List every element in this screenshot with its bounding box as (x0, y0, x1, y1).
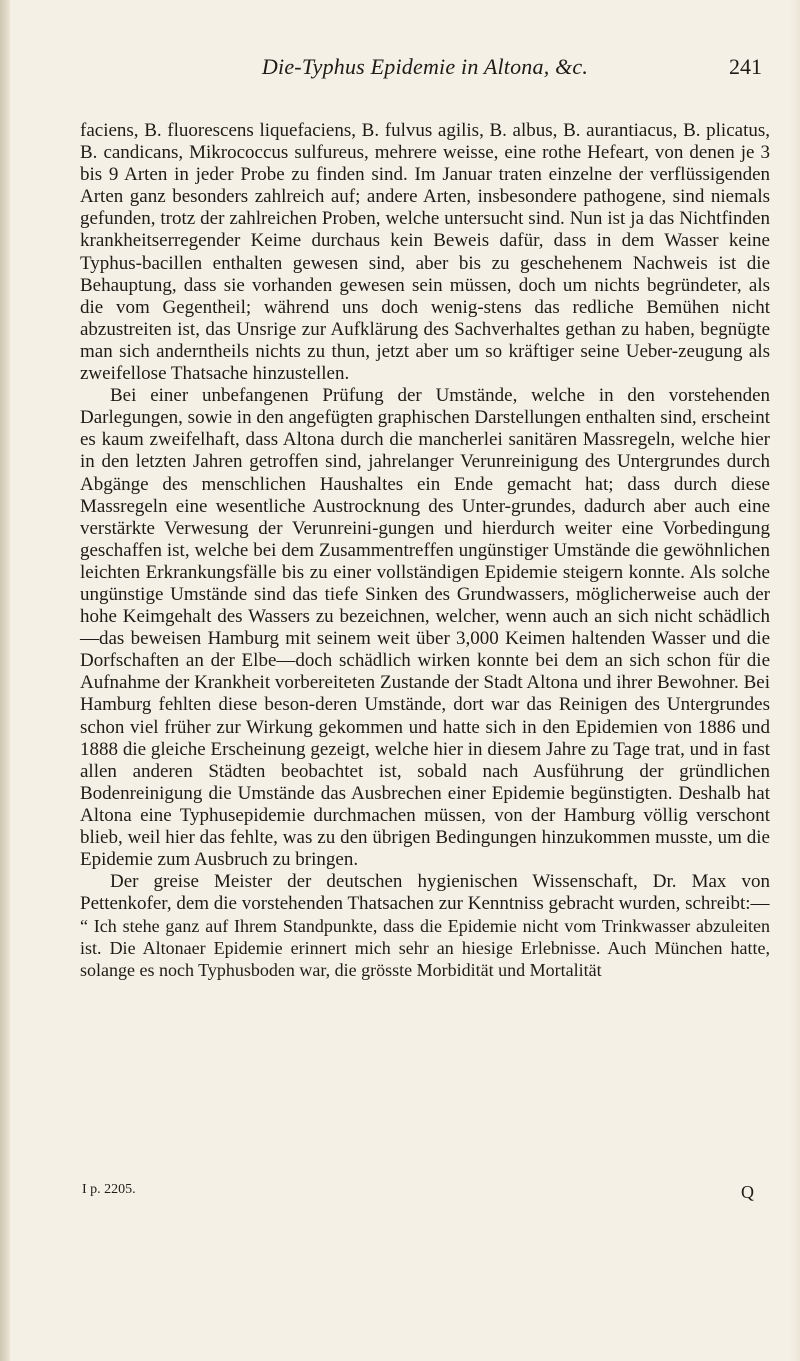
printer-signature: I p. 2205. (82, 1182, 136, 1197)
paragraph-3: Der greise Meister der deutschen hygienischen Wissenschaft, Dr. Max von Pettenkofer, dem die vorstehenden Thatsachen zur Kenntniss gebracht wurden, schreibt:— (80, 871, 770, 915)
quotation: “ Ich stehe ganz auf Ihrem Standpunkte, dass die Epidemie nicht vom Trinkwasser abzuleiten ist. Die Altonaer Epidemie erinnert mich sehr an hiesige Erlebnisse. Auch München hatte, solange es noch Typhusboden war, die grösste Morbidität und Mortalität (80, 916, 770, 981)
page-number: 241 (729, 54, 762, 79)
binding-edge (0, 0, 10, 1361)
running-title: Die-Typhus Epidemie in Altona, &c. (261, 54, 589, 79)
gathering-mark: Q (741, 1182, 754, 1202)
page-header (80, 54, 770, 84)
body-text (80, 120, 770, 981)
paragraph-2: Bei einer unbefangenen Prüfung der Umstände, welche in den vorstehenden Darlegungen, sowie in den angefügten graphischen Darstellungen enthalten sind, erscheint es kaum zweifelhaft, dass Altona durch die mancherlei sanitären Massregeln, welche hier in den letzten Jahren getroffen sind, jahrelanger Verunreinigung des Untergrundes durch Abgänge des menschlichen Haushaltes ein Ende gemacht hat; dass durch diese Massregeln eine wesentliche Austrocknung des Unter-grundes, dadurch aber auch eine verstärkte Verwesung der Verunreini-gungen und hierdurch weiter eine Vorbedingung geschaffen ist, welche bei dem Zusammentreffen ungünstiger Umstände die gewöhnlichen leichten Erkrankungsfälle bis zu einer vollständigen Epidemie steigern konnte. Als solche ungünstige Umstände sind das tiefe Sinken des Grundwassers, möglicherweise auch der hohe Keimgehalt des Wassers zu bezeichnen, welcher, wenn auch an sich nicht schädlich—das beweisen Hamburg mit seinem weit über 3,000 Keimen haltenden Wasser und die Dorfschaften an der Elbe—doch schädlich wirken konnte bei dem an sich schon für die Aufnahme der Krankheit vorbereiteten Zustande der Stadt Altona und ihrer Bewohner. Bei Hamburg fehlten diese beson-deren Umstände, dort war das Reinigen des Untergrundes schon viel früher zur Wirkung gekommen und hatte sich in den Epidemien von 1886 und 1888 die gleiche Erscheinung gezeigt, welche hier in diesem Jahre zu Tage trat, und in fast allen anderen Städten beobachtet ist, sobald nach Ausführung der gründlichen Bodenreinigung die Umstände das Ausbrechen einer Epidemie begünstigten. Deshalb hat Altona eine Typhusepidemie durchmachen müssen, von der Hamburg völlig verschont blieb, weil hier das fehlte, was zu den übrigen Bedingungen hinzukommen musste, um die Epidemie zum Ausbruch zu bringen. (80, 385, 770, 871)
paragraph-1: faciens, B. fluorescens liquefaciens, B. fulvus agilis, B. albus, B. aurantiacus, B. plicatus, B. candicans, Mikrococcus sulfureus, mehrere weisse, eine rothe Hefeart, von denen je 3 bis 9 Arten in jeder Probe zu finden sind. Im Januar traten einzelne der verflüssigenden Arten ganz besonders zahlreich auf; andere Arten, insbesondere pathogene, sind niemals gefunden, trotz der zahlreichen Proben, welche untersucht sind. Nun ist ja das Nichtfinden krankheitserregender Keime durchaus kein Beweis dafür, dass in dem Wasser keine Typhus-bacillen enthalten gewesen sind, aber bis zu geschehenem Nachweis ist die Behauptung, dass sie vorhanden gewesen sein müssen, doch um nichts begründeter, als die vom Gegentheil; während uns doch wenig-stens das redliche Bemühen nicht abzustreiten ist, das Unsrige zur Aufklärung des Sachverhaltes gethan zu haben, begnügte man sich anderntheils nichts zu thun, jetzt aber um so kräftiger seine Ueber-zeugung als zweifellose Thatsache hinzustellen. (80, 120, 770, 385)
page-footer (80, 1182, 770, 1204)
